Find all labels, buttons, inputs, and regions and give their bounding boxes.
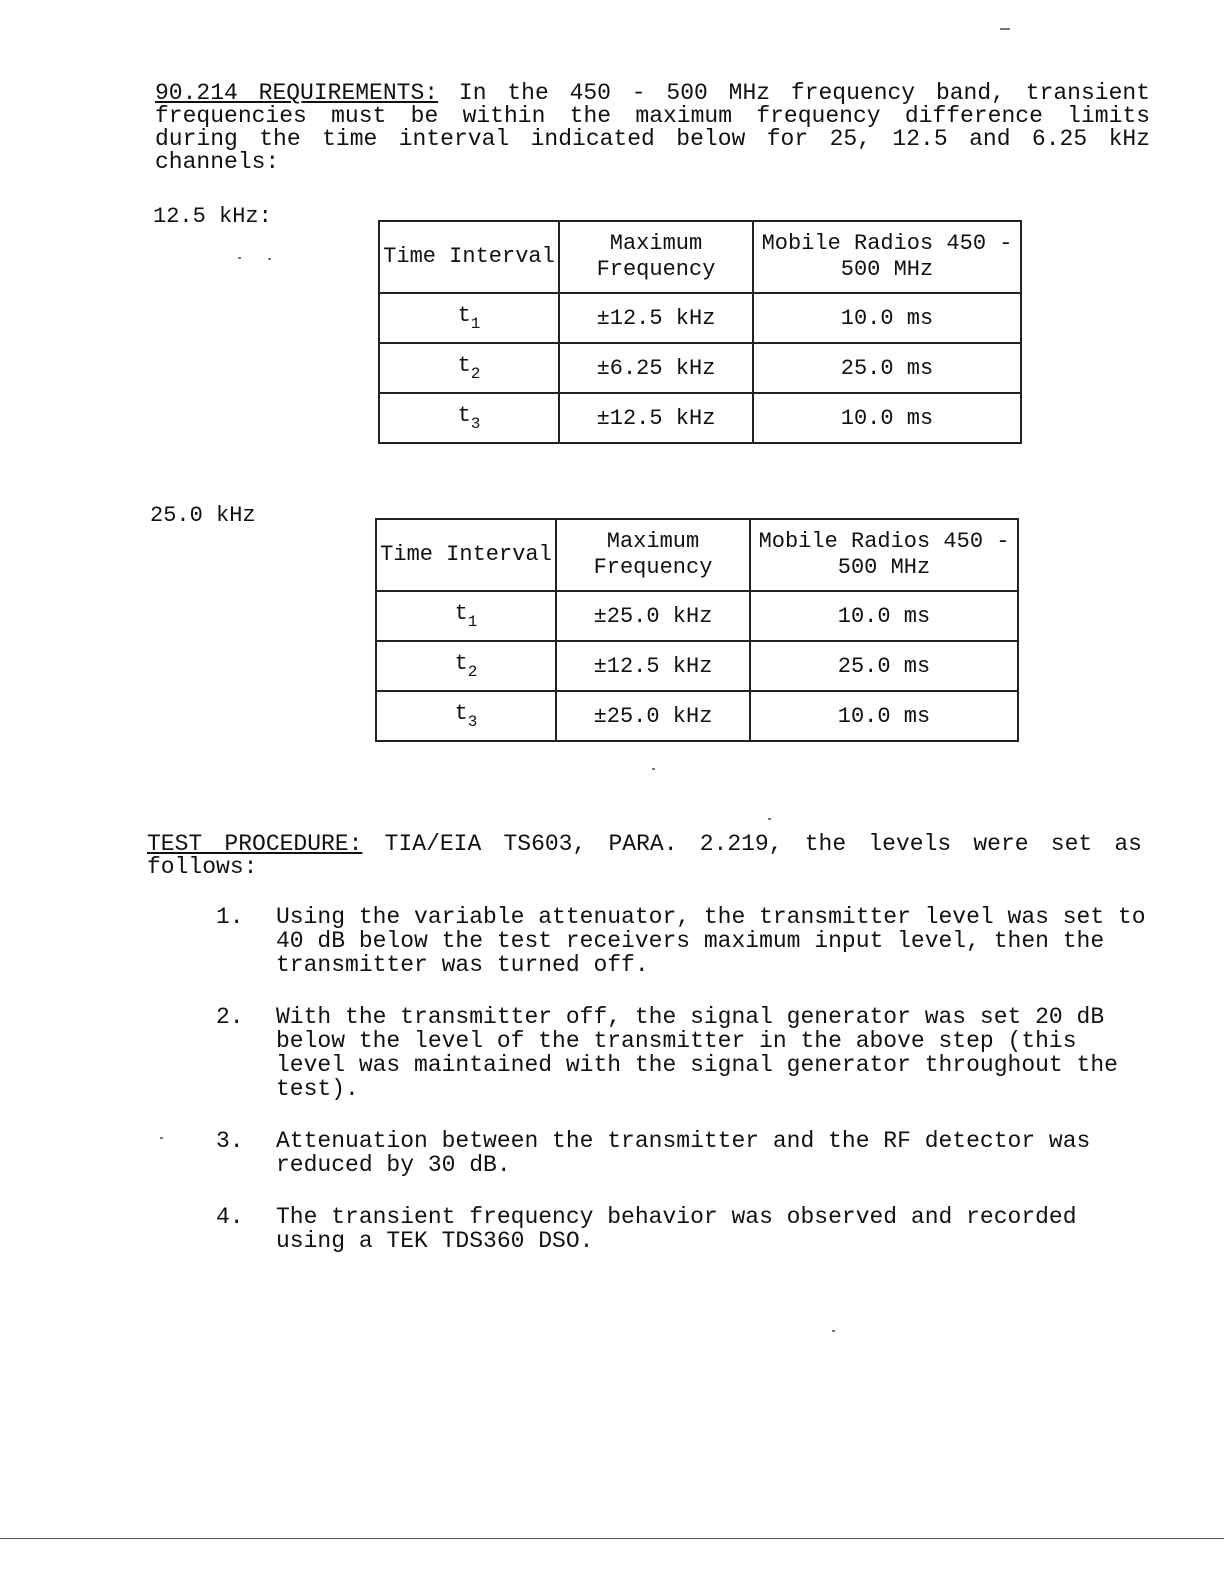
- requirements-heading: 90.214 REQUIREMENTS:: [155, 80, 439, 106]
- requirements-paragraph: [155, 82, 1150, 174]
- time-cell: 10.0 ms: [753, 293, 1021, 343]
- step-text: The transient frequency behavior was observed and recorded using a TEK TDS360 DSO.: [276, 1204, 1077, 1254]
- list-item: [216, 1129, 1146, 1177]
- header-mobile-radios: Mobile Radios 450 - 500 MHz: [750, 519, 1018, 591]
- bottom-rule: [0, 1538, 1224, 1539]
- table-125-label: 12.5 kHz:: [153, 204, 272, 229]
- procedure-steps: [216, 905, 1146, 1281]
- step-number: 1.: [216, 904, 244, 930]
- scan-speck: [768, 818, 771, 820]
- header-max-frequency: Maximum Frequency: [559, 221, 753, 293]
- table-row: [379, 343, 1021, 393]
- frequency-cell: ±12.5 kHz: [559, 393, 753, 443]
- header-max-frequency: Maximum Frequency: [556, 519, 750, 591]
- time-interval-cell: $t_1$: [379, 293, 559, 343]
- time-interval-cell: $t_3$: [379, 393, 559, 443]
- header-mobile-radios: Mobile Radios 450 - 500 MHz: [753, 221, 1021, 293]
- time-cell: 10.0 ms: [753, 393, 1021, 443]
- time-cell: 25.0 ms: [750, 641, 1018, 691]
- test-procedure-paragraph: [147, 833, 1142, 879]
- table-row: [376, 591, 1018, 641]
- frequency-cell: ±25.0 kHz: [556, 591, 750, 641]
- table-header-row: [379, 221, 1021, 293]
- time-cell: 10.0 ms: [750, 591, 1018, 641]
- table-250: [375, 518, 1019, 742]
- step-text: Using the variable attenuator, the transmitter level was set to 40 dB below the test receivers maximum input level, then the transmitter was turned off.: [276, 904, 1146, 978]
- time-interval-cell: $t_2$: [379, 343, 559, 393]
- header-time-interval: Time Interval: [376, 519, 556, 591]
- frequency-cell: ±12.5 kHz: [556, 641, 750, 691]
- time-interval-cell: $t_2$: [376, 641, 556, 691]
- table-row: [379, 393, 1021, 443]
- scan-speck: [160, 1137, 163, 1139]
- table-row: [379, 293, 1021, 343]
- time-interval-cell: $t_1$: [376, 591, 556, 641]
- frequency-cell: ±25.0 kHz: [556, 691, 750, 741]
- frequency-cell: ±12.5 kHz: [559, 293, 753, 343]
- scan-speck: [652, 768, 655, 770]
- scan-speck: [832, 1330, 835, 1332]
- table-header-row: [376, 519, 1018, 591]
- list-item: [216, 1005, 1146, 1101]
- time-cell: 25.0 ms: [753, 343, 1021, 393]
- header-time-interval: Time Interval: [379, 221, 559, 293]
- table-row: [376, 641, 1018, 691]
- time-interval-cell: $t_3$: [376, 691, 556, 741]
- time-cell: 10.0 ms: [750, 691, 1018, 741]
- step-number: 4.: [216, 1204, 244, 1230]
- list-item: [216, 905, 1146, 977]
- step-text: Attenuation between the transmitter and the RF detector was reduced by 30 dB.: [276, 1128, 1091, 1178]
- step-number: 3.: [216, 1128, 244, 1154]
- table-row: [376, 691, 1018, 741]
- scan-speck: [1000, 28, 1010, 30]
- step-text: With the transmitter off, the signal generator was set 20 dB below the level of the transmitter in the above step (this level was maintained with the signal generator throughout the test).: [276, 1004, 1118, 1102]
- scan-speck: [238, 257, 241, 259]
- requirements-text: In the 450 - 500 MHz frequency band, transient frequencies must be within the maximum frequency difference limits during the time interval indicated below for 25, 12.5 and 6.25 kHz channels:: [155, 80, 1150, 175]
- table-250-label: 25.0 kHz: [150, 503, 256, 528]
- table-125: [378, 220, 1022, 444]
- step-number: 2.: [216, 1004, 244, 1030]
- frequency-cell: ±6.25 kHz: [559, 343, 753, 393]
- scan-speck: [268, 258, 271, 260]
- list-item: [216, 1205, 1146, 1253]
- test-procedure-text: TIA/EIA TS603, PARA. 2.219, the levels were set as follows:: [147, 831, 1142, 880]
- test-procedure-heading: TEST PROCEDURE:: [147, 831, 363, 857]
